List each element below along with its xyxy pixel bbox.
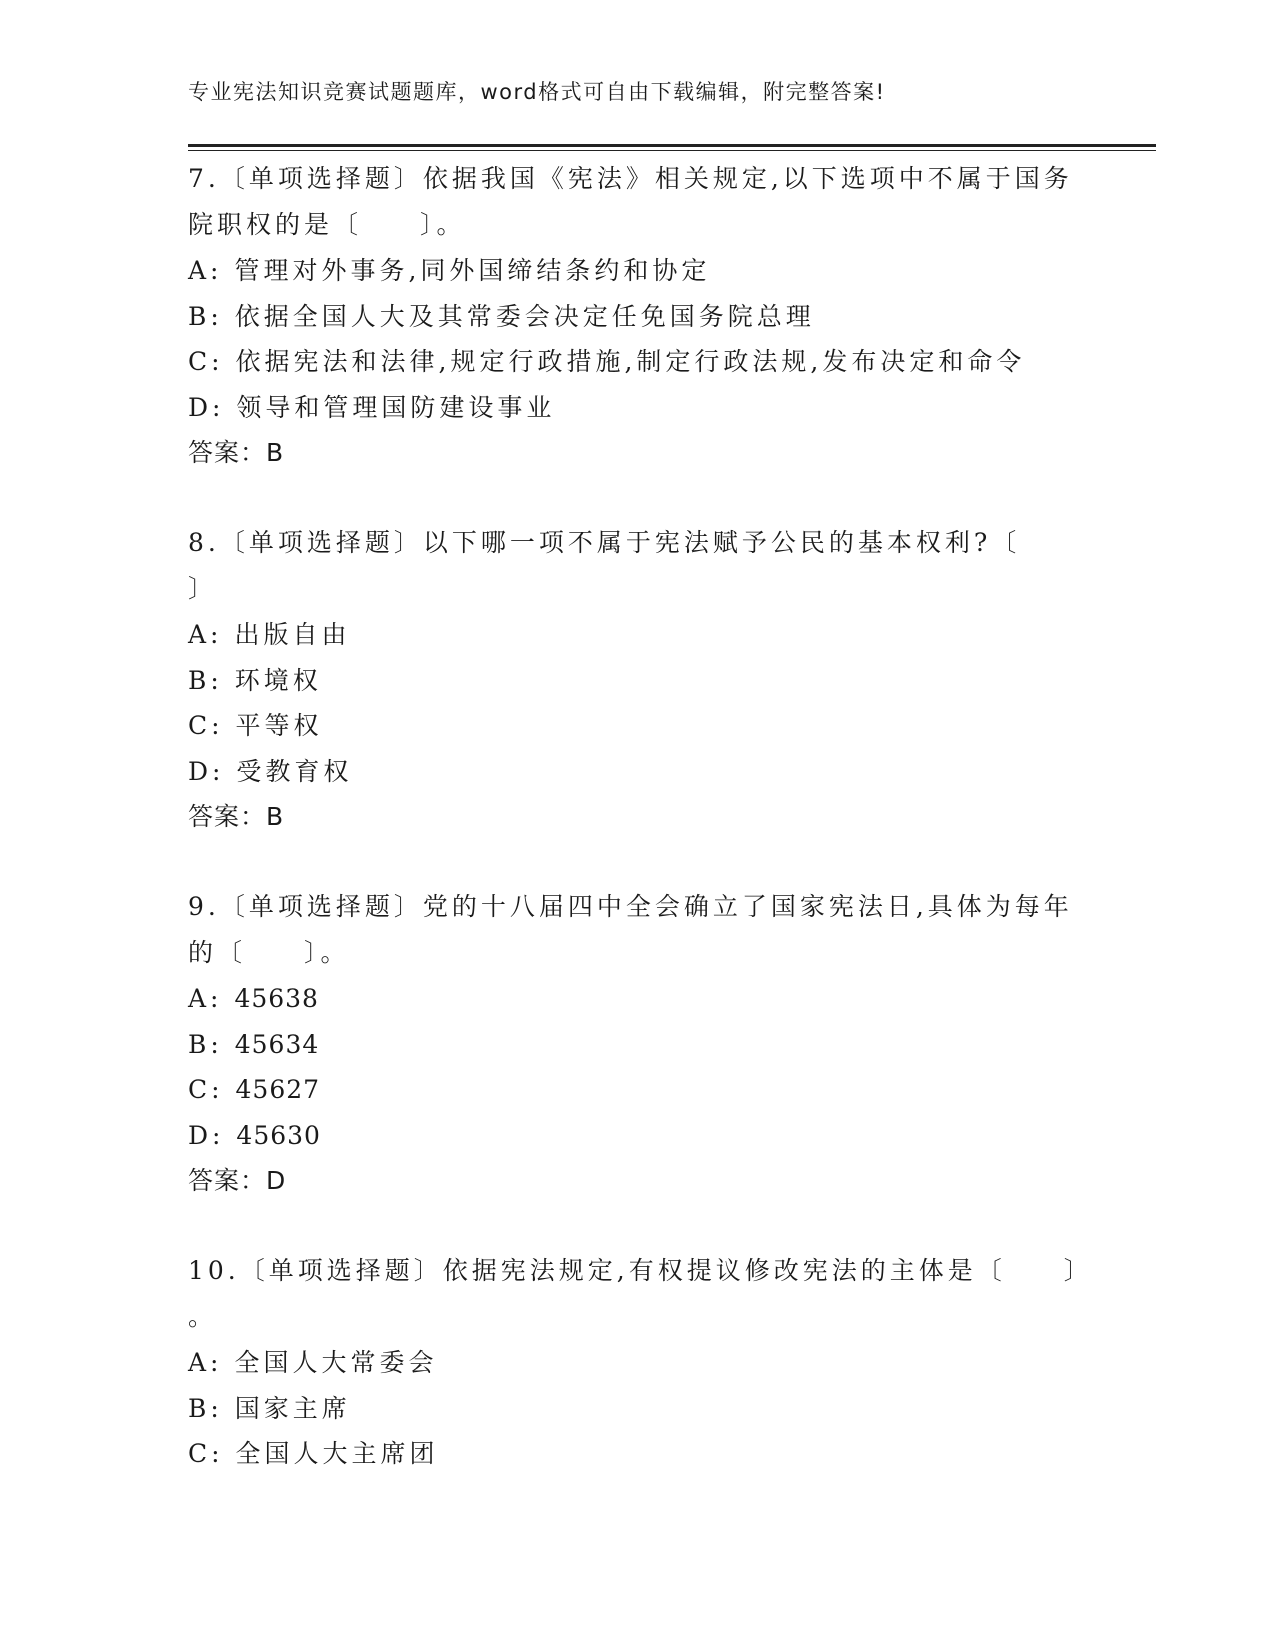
question-text-line: 8.〔单项选择题〕以下哪一项不属于宪法赋予公民的基本权利?〔 bbox=[188, 528, 1021, 557]
answer-line: 答案：B bbox=[188, 802, 285, 831]
option-text: 管理对外事务,同外国缔结条约和协定 bbox=[234, 256, 711, 285]
option-text: 45638 bbox=[234, 984, 319, 1013]
question-list bbox=[188, 156, 1093, 1477]
answer-line: 答案：D bbox=[188, 1166, 287, 1195]
option-text: 平等权 bbox=[235, 711, 323, 740]
question-7 bbox=[188, 156, 1088, 476]
option-label: B: bbox=[188, 1029, 223, 1059]
question-text-line: 的〔 〕。 bbox=[188, 938, 350, 967]
option-label: C: bbox=[188, 1439, 224, 1468]
option-c bbox=[188, 1431, 1088, 1477]
option-text: 45634 bbox=[234, 1029, 320, 1059]
question-text-line: 9.〔单项选择题〕党的十八届四中全会确立了国家宪法日,具体为每年 bbox=[188, 892, 1073, 921]
option-label: C: bbox=[188, 347, 224, 376]
option-b bbox=[188, 658, 1088, 704]
option-d bbox=[188, 1113, 1088, 1159]
option-text: 领导和管理国防建设事业 bbox=[236, 392, 556, 422]
option-text: 45627 bbox=[235, 1075, 321, 1104]
option-text: 环境权 bbox=[234, 665, 322, 695]
header-rule-thin bbox=[188, 150, 1156, 151]
option-c bbox=[188, 703, 1088, 749]
option-a bbox=[188, 976, 1088, 1022]
option-b bbox=[188, 1022, 1088, 1068]
option-text: 全国人大常委会 bbox=[234, 1348, 438, 1377]
option-d bbox=[188, 385, 1088, 431]
option-text: 受教育权 bbox=[236, 756, 353, 786]
header-rule-thick bbox=[188, 144, 1156, 147]
answer-line: 答案：B bbox=[188, 438, 285, 467]
question-text-line: 〕 bbox=[188, 574, 218, 603]
option-label: B: bbox=[188, 301, 223, 331]
option-b bbox=[188, 294, 1088, 340]
option-label: C: bbox=[188, 1075, 224, 1104]
option-d bbox=[188, 749, 1088, 795]
question-10 bbox=[188, 1248, 1093, 1477]
question-9 bbox=[188, 884, 1088, 1204]
option-text: 依据宪法和法律,规定行政措施,制定行政法规,发布决定和命令 bbox=[235, 347, 1026, 376]
option-text: 出版自由 bbox=[234, 620, 351, 649]
option-text: 全国人大主席团 bbox=[235, 1439, 439, 1468]
option-a bbox=[188, 248, 1088, 294]
option-a bbox=[188, 612, 1088, 658]
option-label: B: bbox=[188, 665, 223, 695]
option-c bbox=[188, 1067, 1088, 1113]
option-text: 国家主席 bbox=[234, 1393, 351, 1423]
option-text: 依据全国人大及其常委会决定任免国务院总理 bbox=[234, 301, 815, 331]
option-b bbox=[188, 1386, 1088, 1432]
question-text-line: 10.〔单项选择题〕依据宪法规定,有权提议修改宪法的主体是〔 〕 bbox=[188, 1256, 1093, 1285]
option-text: 45630 bbox=[236, 1120, 321, 1150]
option-label: A: bbox=[188, 1348, 223, 1377]
option-label: C: bbox=[188, 711, 224, 740]
option-a bbox=[188, 1340, 1088, 1386]
option-label: A: bbox=[188, 256, 223, 285]
question-text-line: 。 bbox=[188, 1302, 218, 1331]
question-text-line: 院职权的是〔 〕。 bbox=[188, 210, 466, 239]
option-label: A: bbox=[188, 620, 223, 649]
page-header-text: 专业宪法知识竞赛试题题库，word格式可自由下载编辑，附完整答案! bbox=[188, 80, 886, 104]
question-text-line: 7.〔单项选择题〕依据我国《宪法》相关规定,以下选项中不属于国务 bbox=[188, 164, 1073, 193]
option-label: D: bbox=[188, 756, 225, 786]
option-label: D: bbox=[188, 392, 225, 422]
option-label: B: bbox=[188, 1393, 223, 1423]
option-label: D: bbox=[188, 1120, 225, 1150]
question-8 bbox=[188, 520, 1088, 840]
option-c bbox=[188, 339, 1088, 385]
option-label: A: bbox=[188, 984, 223, 1013]
